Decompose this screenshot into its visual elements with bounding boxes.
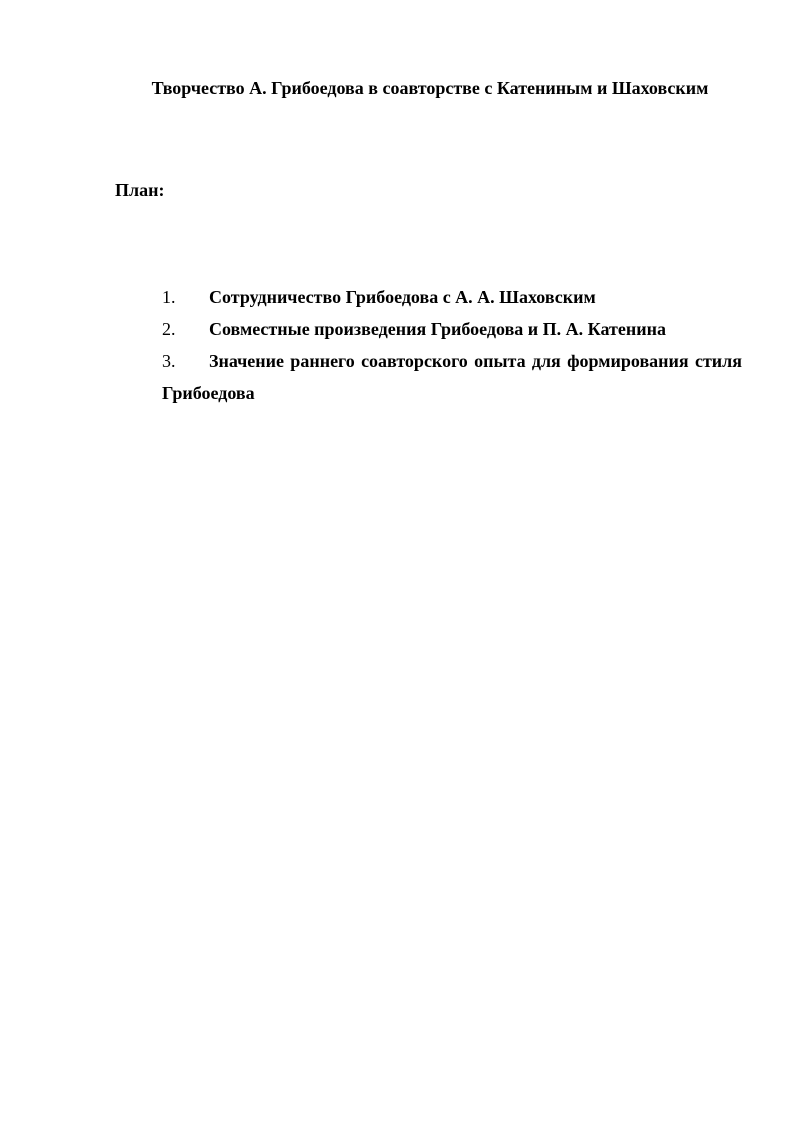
plan-item-number: 1. [162, 287, 176, 307]
plan-item-2 [162, 313, 742, 345]
plan-item-1 [162, 281, 742, 313]
plan-heading: План: [115, 180, 165, 200]
plan-item-text: Совместные произведения Грибоедова и П. А. Катенина [209, 319, 666, 339]
plan-item-text: Значение раннего соавторского опыта для формирования стиля Грибоедова [162, 351, 742, 403]
document-title: Творчество А. Грибоедова в соавторстве с Катениным и Шаховским [151, 78, 709, 98]
plan-item-number: 3. [162, 351, 176, 371]
plan-list [162, 281, 742, 409]
plan-item-text: Сотрудничество Грибоедова с А. А. Шаховским [209, 287, 596, 307]
plan-item-number: 2. [162, 319, 176, 339]
plan-item-3 [162, 345, 742, 409]
